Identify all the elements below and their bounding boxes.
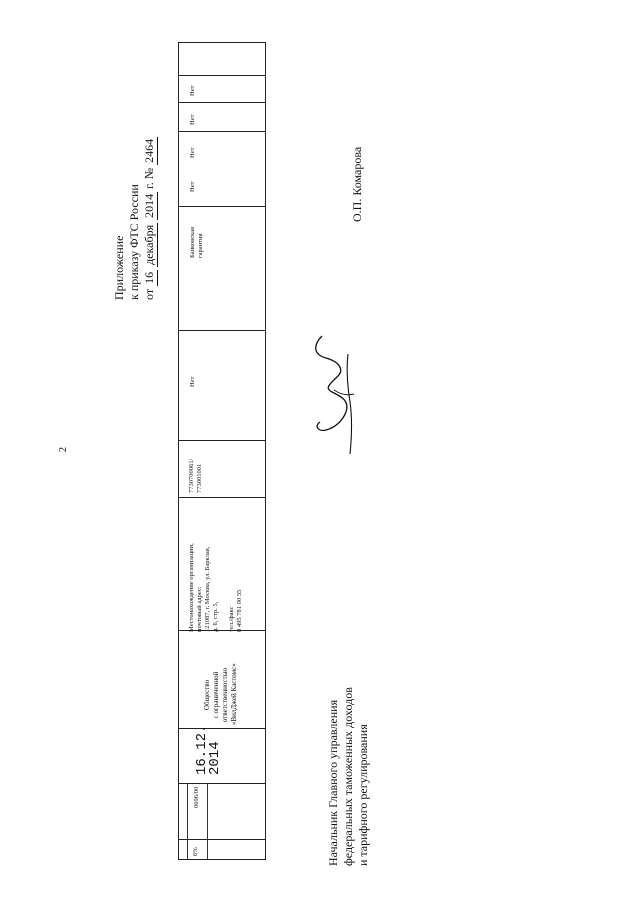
order-year: 2014 — [142, 193, 156, 218]
inclusion-date: 16.12. 2014 — [194, 724, 223, 775]
page-number: 2 — [58, 447, 69, 452]
appendix-header — [112, 137, 158, 300]
organization-address: Местонахождение организации, почтовый адрес: 121087, г. Москва, ул. Барклая, д. 6, стр. 5, тел./факс 8 495 781 00 35 — [188, 543, 243, 632]
inn-kpp: 7730700061/ 773001001 — [188, 458, 203, 493]
row-index: 6% — [192, 847, 199, 856]
order-day: 16 — [142, 271, 156, 284]
order-reference: к приказу ФТС России — [127, 184, 141, 300]
col-d: Нет — [189, 85, 196, 96]
signature-icon — [300, 330, 380, 460]
registry-table — [178, 42, 266, 860]
branches: Нет — [189, 376, 196, 387]
organization-name: Общество с ограниченной ответственностью «ВилДжей Кастомс» — [203, 663, 238, 725]
col-a: Нет — [189, 181, 196, 192]
signatory-title: Начальник Главного управления федеральных таможенных доходов и тарифного регулирования — [326, 687, 370, 866]
col-c: Нет — [189, 114, 196, 125]
order-number: 2464 — [142, 138, 156, 163]
order-date-line: от 16 декабря 2014 г. № 2464 — [142, 138, 156, 300]
guarantee-type: Банковская гарантия — [189, 226, 204, 258]
col-b: Нет — [189, 147, 196, 158]
order-month: декабря — [142, 224, 156, 265]
reg-number: 0696/00 — [193, 786, 200, 808]
signer-name: О.П. Комарова — [350, 146, 364, 222]
appendix-title: Приложение — [112, 235, 126, 300]
